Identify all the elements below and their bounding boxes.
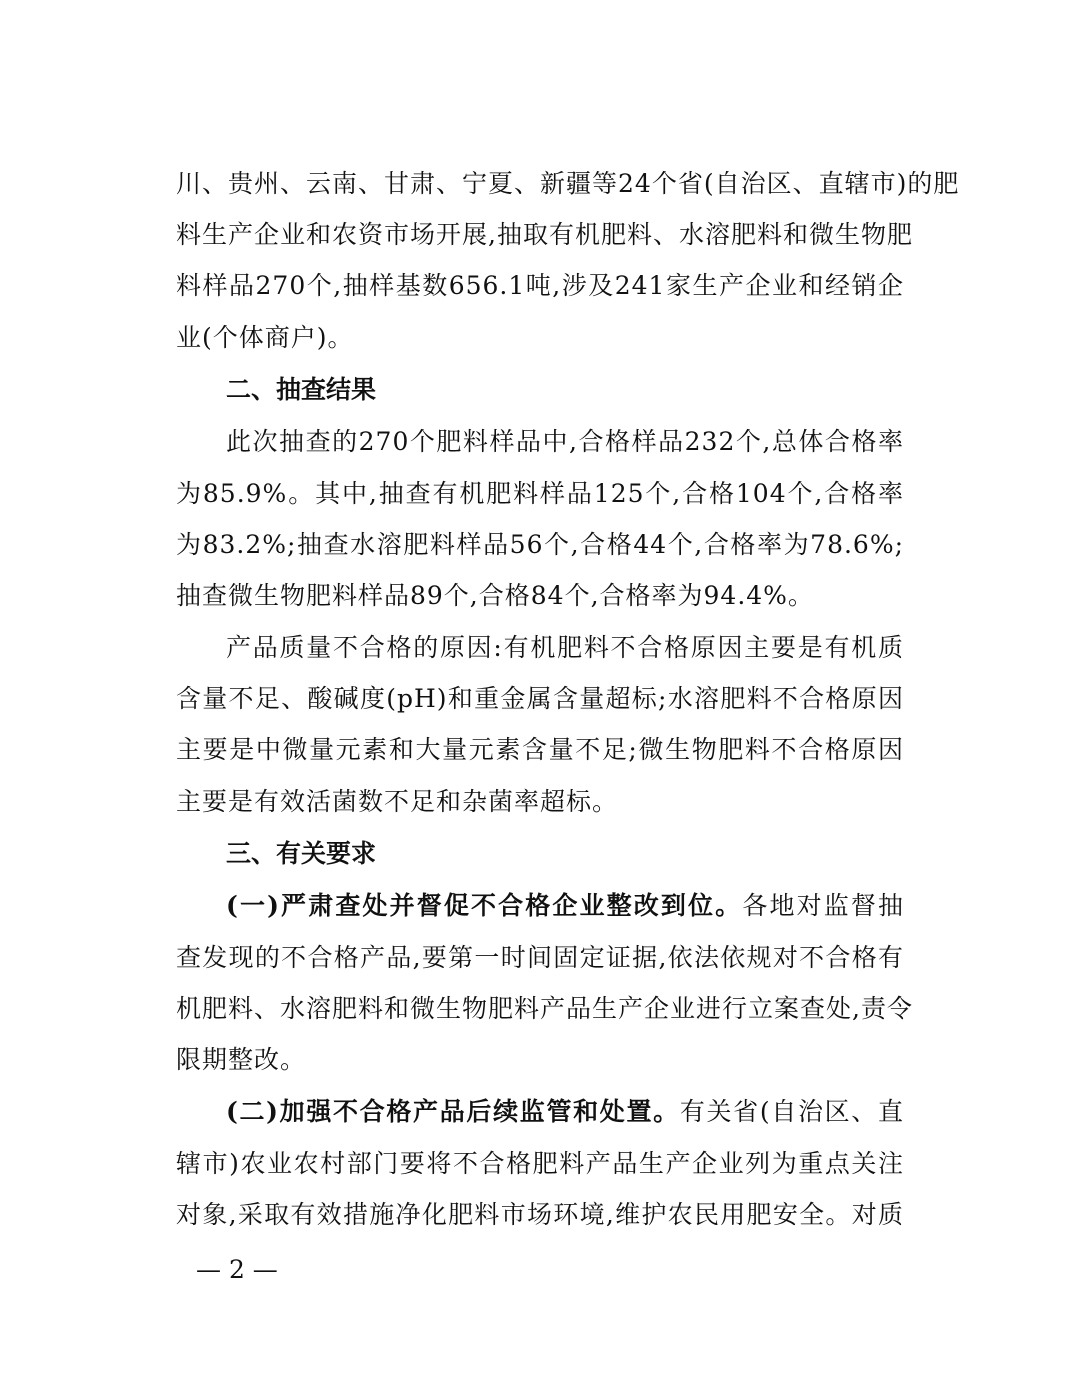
paragraph-2-line-1: 此次抽查的270个肥料样品中,合格样品232个,总体合格率 xyxy=(226,427,904,456)
paragraph-3-line-4: 主要是有效活菌数不足和杂菌率超标。 xyxy=(176,787,619,816)
item-1-line-3: 机肥料、水溶肥料和微生物肥料产品生产企业进行立案查处,责令 xyxy=(176,994,913,1023)
item-2-bold-lead: (二)加强不合格产品后续监管和处置。 xyxy=(226,1097,680,1126)
paragraph-2-line-4: 抽查微生物肥料样品89个,合格84个,合格率为94.4%。 xyxy=(176,581,814,610)
section-heading-requirements: 三、有关要求 xyxy=(226,839,377,868)
item-1-lead-rest: 各地对监督抽 xyxy=(742,891,904,920)
paragraph-2-line-2: 为85.9%。其中,抽查有机肥料样品125个,合格104个,合格率 xyxy=(176,479,904,508)
item-1-line-4: 限期整改。 xyxy=(176,1045,307,1074)
page-number: — 2 — xyxy=(196,1255,278,1284)
paragraph-1-line-3: 料样品270个,抽样基数656.1吨,涉及241家生产企业和经销企 xyxy=(176,271,904,300)
item-2-line-2: 辖市)农业农村部门要将不合格肥料产品生产企业列为重点关注 xyxy=(176,1149,904,1178)
item-2-line-3: 对象,采取有效措施净化肥料市场环境,维护农民用肥安全。对质 xyxy=(176,1200,904,1229)
paragraph-2-line-3: 为83.2%;抽查水溶肥料样品56个,合格44个,合格率为78.6%; xyxy=(176,530,904,559)
section-heading-results: 二、抽查结果 xyxy=(226,375,377,404)
item-1-bold-lead: (一)严肃查处并督促不合格企业整改到位。 xyxy=(226,891,743,920)
item-2-line-1 xyxy=(226,1092,904,1132)
item-1-line-2: 查发现的不合格产品,要第一时间固定证据,依法依规对不合格有 xyxy=(176,943,904,972)
item-2-lead-rest: 有关省(自治区、直 xyxy=(679,1097,904,1126)
paragraph-3-line-1: 产品质量不合格的原因:有机肥料不合格原因主要是有机质 xyxy=(226,633,904,662)
paragraph-1-line-1: 川、贵州、云南、甘肃、宁夏、新疆等24个省(自治区、直辖市)的肥 xyxy=(176,169,960,198)
item-1-line-1 xyxy=(226,886,904,926)
paragraph-3-line-2: 含量不足、酸碱度(pH)和重金属含量超标;水溶肥料不合格原因 xyxy=(176,684,904,713)
paragraph-1-line-4: 业(个体商户)。 xyxy=(176,323,354,352)
paragraph-1-line-2: 料生产企业和农资市场开展,抽取有机肥料、水溶肥料和微生物肥 xyxy=(176,220,913,249)
paragraph-3-line-3: 主要是中微量元素和大量元素含量不足;微生物肥料不合格原因 xyxy=(176,735,904,764)
